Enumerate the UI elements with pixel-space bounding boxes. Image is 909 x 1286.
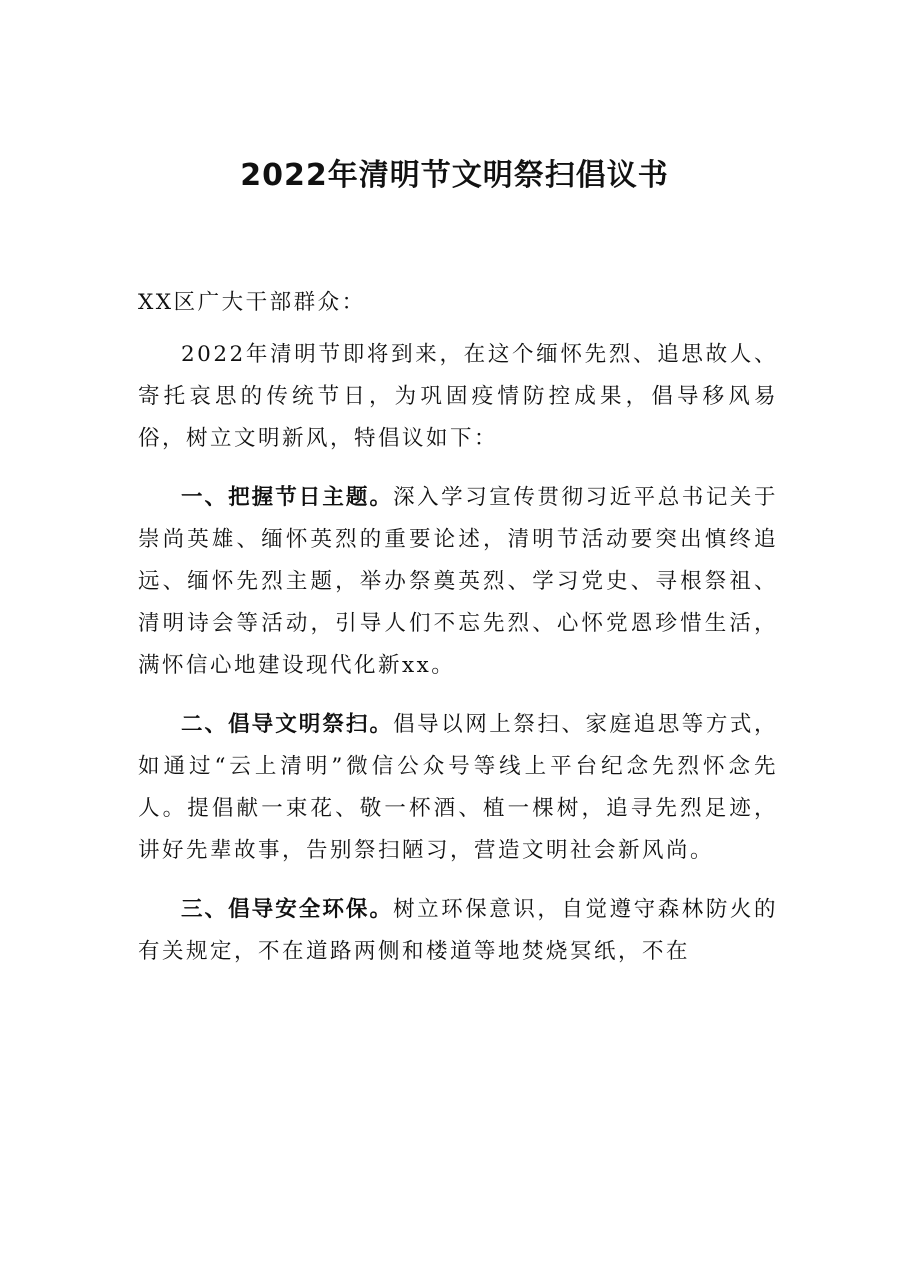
salutation: XX区广大干部群众： — [138, 290, 366, 315]
intro-paragraph: 2022年清明节即将到来，在这个缅怀先烈、追思故人、寄托哀思的传统节日，为巩固疫情防控成果，倡导移风易俗，树立文明新风，特倡议如下： — [138, 342, 778, 451]
document-title: 2022年清明节文明祭扫倡议书 — [240, 158, 669, 193]
section-heading-2: 二、倡导文明祭扫。 — [181, 712, 394, 737]
section-paragraph-3 — [138, 889, 778, 973]
section-text-2: 倡导以网上祭扫、家庭追思等方式，如通过“云上清明”微信公众号等线上平台纪念先烈怀念先人。提倡献一束花、敬一杯酒、植一棵树，追寻先烈足迹，讲好先辈故事，告别祭扫陋习，营造文明社会新风尚。 — [138, 712, 778, 863]
document-body — [138, 282, 778, 990]
section-paragraph-1 — [138, 477, 778, 687]
section-text-3: 树立环保意识，自觉遵守森林防火的有关规定，不在道路两侧和楼道等地焚烧冥纸，不在 — [138, 897, 778, 964]
section-paragraph-2 — [138, 704, 778, 872]
section-text-1: 深入学习宣传贯彻习近平总书记关于崇尚英雄、缅怀英烈的重要论述，清明节活动要突出慎终追远、缅怀先烈主题，举办祭奠英烈、学习党史、寻根祭祖、清明诗会等活动，引导人们不忘先烈、心怀党恩珍惜生活，满怀信心地建设现代化新xx。 — [138, 485, 778, 678]
section-heading-1: 一、把握节日主题。 — [181, 485, 394, 510]
section-heading-3: 三、倡导安全环保。 — [181, 897, 394, 922]
